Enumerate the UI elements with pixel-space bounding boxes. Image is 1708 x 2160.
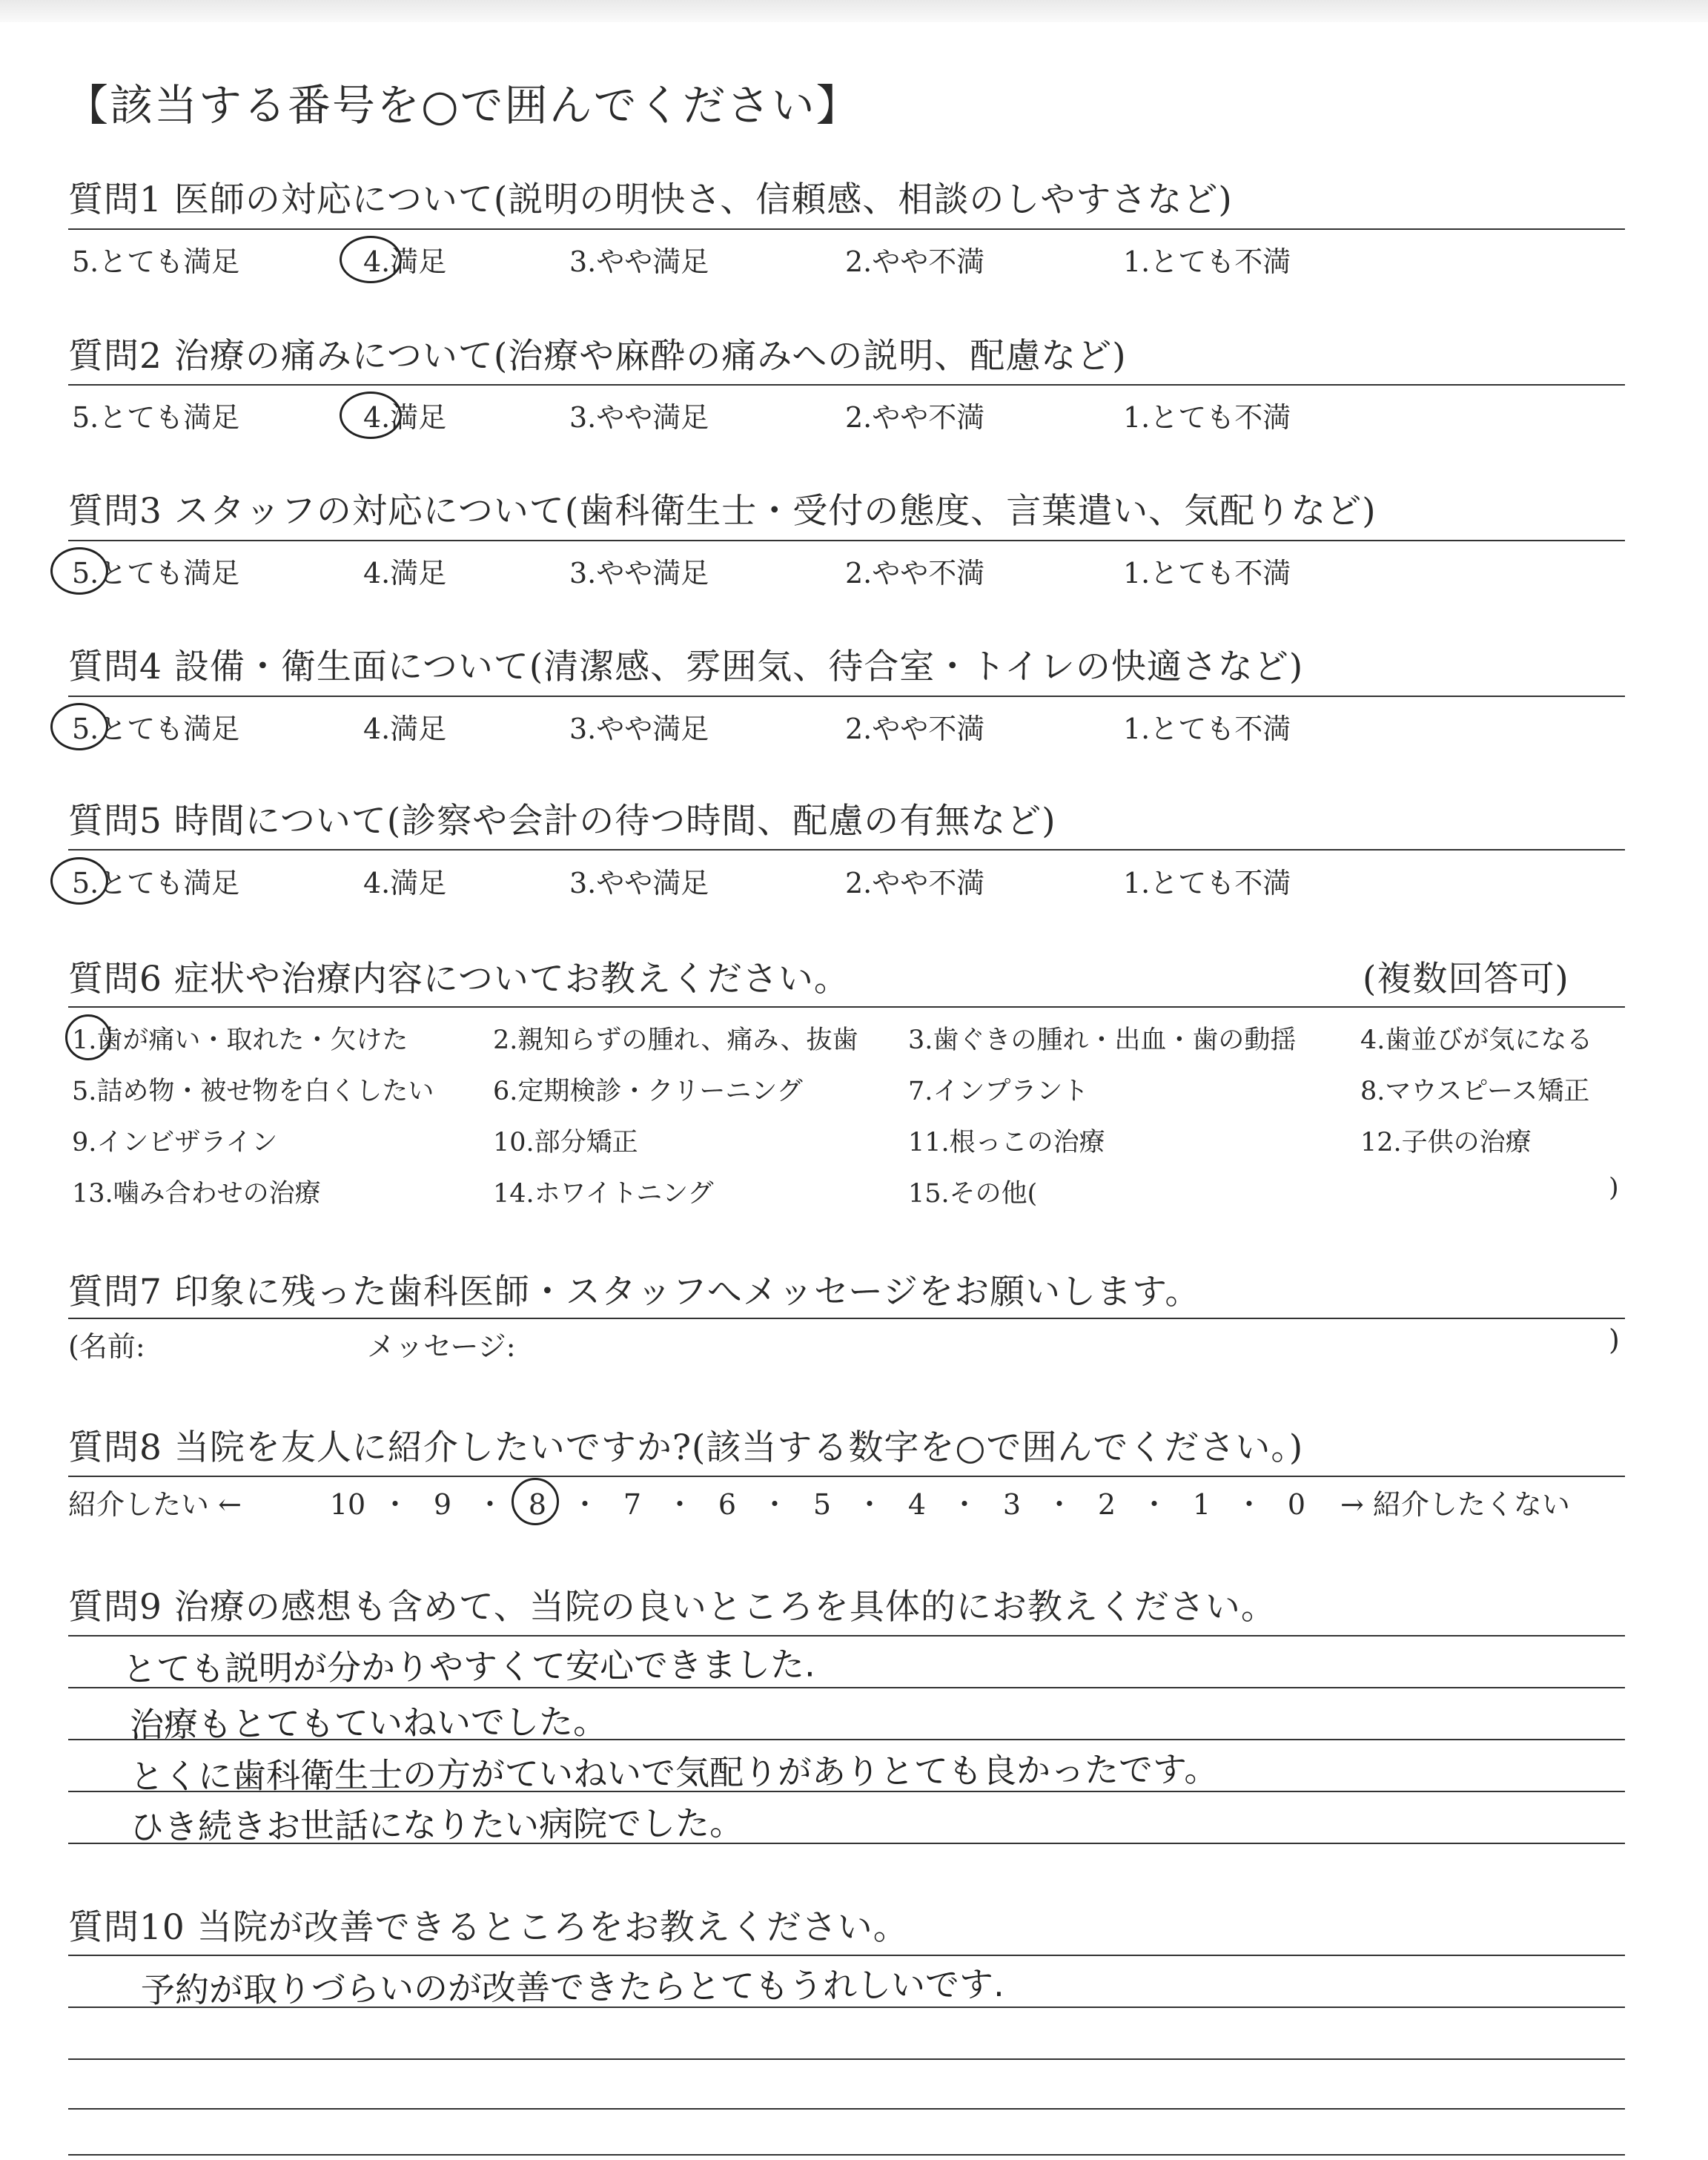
q8-right-label: → 紹介したくない [1340,1488,1570,1521]
q6-rule [68,1006,1625,1008]
q1-option-5[interactable]: 5.とても満足 [72,245,240,278]
q6-selected-circle [65,1014,111,1060]
q7-close-paren: ) [1609,1324,1620,1356]
q2-option-1[interactable]: 1.とても不満 [1123,401,1291,434]
q7-rule [68,1318,1625,1319]
q4-option-5[interactable]: 5.とても満足 [72,713,240,745]
scan-top-edge [0,0,1708,22]
q9-answer-line-1: とても説明が分かりやすくて安心できました. [122,1644,815,1689]
q6-option-15-close: ) [1609,1173,1619,1203]
q3-rule [68,540,1625,541]
q8-scale-separator: ・ [1045,1488,1073,1521]
q8-left-label: 紹介したい ← [68,1488,242,1521]
q10-rule-1 [68,1955,1625,1956]
q3-option-2[interactable]: 2.やや不満 [845,557,985,589]
q4-option-2[interactable]: 2.やや不満 [845,713,985,745]
q10-rule-4 [68,2108,1625,2110]
q8-scale-separator: ・ [1234,1488,1263,1521]
q8-scale-7[interactable]: 7 [623,1488,642,1521]
q8-scale-9[interactable]: 9 [433,1488,452,1521]
q3-title: 質問3 スタッフの対応について(歯科衛生士・受付の態度、言葉遣い、気配りなど) [68,491,1377,532]
q6-option-1[interactable]: 1.歯が痛い・取れた・欠けた [72,1025,408,1055]
page-title: 【該当する番号を○で囲んでください】 [65,80,861,131]
q5-title: 質問5 時間について(診察や会計の待つ時間、配慮の有無など) [68,801,1056,842]
q8-scale-2[interactable]: 2 [1097,1488,1116,1521]
q2-option-2[interactable]: 2.やや不満 [845,401,985,434]
q2-option-5[interactable]: 5.とても満足 [72,401,240,434]
q8-scale-separator: ・ [950,1488,979,1521]
q3-selected-circle [50,547,108,595]
q6-option-6[interactable]: 6.定期検診・クリーニング [493,1077,803,1106]
q1-selected-circle [340,236,402,283]
q6-option-2[interactable]: 2.親知らずの腫れ、痛み、抜歯 [493,1025,858,1055]
q10-rule-5 [68,2154,1625,2156]
q8-scale-1[interactable]: 1 [1192,1488,1211,1521]
q8-scale [325,1482,1320,1522]
q9-title: 質問9 治療の感想も含めて、当院の良いところを具体的にお教えください。 [68,1587,1277,1628]
q3-option-1[interactable]: 1.とても不満 [1123,557,1291,589]
q6-option-12[interactable]: 12.子供の治療 [1360,1128,1532,1157]
q1-option-4[interactable]: 4.満足 [363,245,447,278]
q7-name-label: (名前: [68,1330,145,1363]
q8-rule [68,1476,1625,1477]
q8-scale-4[interactable]: 4 [907,1488,927,1521]
q3-option-5[interactable]: 5.とても満足 [72,557,240,589]
q5-option-3[interactable]: 3.やや満足 [569,867,709,899]
q5-option-1[interactable]: 1.とても不満 [1123,867,1291,899]
q5-rule [68,849,1625,851]
q6-option-8[interactable]: 8.マウスピース矯正 [1360,1077,1590,1106]
q8-title: 質問8 当院を友人に紹介したいですか?(該当する数字を○で囲んでください。) [68,1427,1304,1468]
q6-option-9[interactable]: 9.インビザライン [72,1128,278,1157]
q10-rule-3 [68,2058,1625,2060]
q8-scale-separator: ・ [475,1488,504,1521]
q8-scale-5[interactable]: 5 [812,1488,832,1521]
q8-scale-separator: ・ [760,1488,789,1521]
q9-answer-line-2: 治療もとてもていねいでした。 [129,1701,608,1745]
q6-option-5[interactable]: 5.詰め物・被せ物を白くしたい [72,1077,434,1106]
q6-title: 質問6 症状や治療内容についてお教えください。 [68,959,850,1000]
q2-option-4[interactable]: 4.満足 [363,401,447,434]
q8-scale-8[interactable]: 8 [528,1488,547,1521]
q1-option-2[interactable]: 2.やや不満 [845,245,985,278]
q6-option-3[interactable]: 3.歯ぐきの腫れ・出血・歯の動揺 [908,1025,1297,1055]
q4-rule [68,696,1625,697]
q8-scale-separator: ・ [665,1488,694,1521]
q8-scale-10[interactable]: 10 [329,1488,366,1521]
q2-rule [68,384,1625,386]
q3-option-4[interactable]: 4.満足 [363,557,447,589]
q6-option-10[interactable]: 10.部分矯正 [493,1128,638,1157]
q2-selected-circle [340,392,402,439]
q2-title: 質問2 治療の痛みについて(治療や麻酔の痛みへの説明、配慮など) [68,336,1127,377]
q1-title: 質問1 医師の対応について(説明の明快さ、信頼感、相談のしやすさなど) [68,179,1233,220]
q8-scale-separator: ・ [570,1488,599,1521]
q6-option-15[interactable]: 15.その他( [908,1179,1038,1209]
q6-option-4[interactable]: 4.歯並びが気になる [1360,1025,1593,1055]
q6-option-7[interactable]: 7.インプラント [908,1077,1089,1106]
q5-option-4[interactable]: 4.満足 [363,867,447,899]
q8-scale-separator: ・ [855,1488,884,1521]
q8-scale-separator: ・ [1139,1488,1168,1521]
q4-option-4[interactable]: 4.満足 [363,713,447,745]
q10-title: 質問10 当院が改善できるところをお教えください。 [68,1907,909,1948]
q4-option-1[interactable]: 1.とても不満 [1123,713,1291,745]
q8-selected-circle [512,1478,559,1525]
q6-option-11[interactable]: 11.根っこの治療 [908,1128,1105,1157]
q9-answer-line-3: とくに歯科衛生士の方がていねいで気配りがありとても良かったです。 [129,1748,1219,1797]
q8-scale-6[interactable]: 6 [718,1488,737,1521]
q3-option-3[interactable]: 3.やや満足 [569,557,709,589]
q8-scale-0[interactable]: 0 [1287,1488,1306,1521]
q8-scale-separator: ・ [380,1488,409,1521]
q6-option-13[interactable]: 13.噛み合わせの治療 [72,1179,321,1209]
q6-option-14[interactable]: 14.ホワイトニング [493,1179,714,1209]
q1-option-1[interactable]: 1.とても不満 [1123,245,1291,278]
q8-scale-3[interactable]: 3 [1002,1488,1022,1521]
q4-option-3[interactable]: 3.やや満足 [569,713,709,745]
q1-option-3[interactable]: 3.やや満足 [569,245,709,278]
q4-title: 質問4 設備・衛生面について(清潔感、雰囲気、待合室・トイレの快適さなど) [68,647,1304,687]
q5-option-5[interactable]: 5.とても満足 [72,867,240,899]
q7-title: 質問7 印象に残った歯科医師・スタッフへメッセージをお願いします。 [68,1272,1201,1312]
q7-message-label: メッセージ: [367,1330,516,1363]
q1-rule [68,228,1625,230]
q4-selected-circle [50,703,108,750]
q6-note: (複数回答可) [1363,959,1569,1000]
q9-answer-line-4: ひき続きお世話になりたい病院でした。 [129,1803,744,1847]
q10-answer-line-1: 予約が取りづらいのが改善できたらとてもうれしいです. [140,1964,1004,2010]
q9-rule-1 [68,1635,1625,1636]
q5-option-2[interactable]: 2.やや不満 [845,867,985,899]
q2-option-3[interactable]: 3.やや満足 [569,401,709,434]
q5-selected-circle [50,857,108,905]
